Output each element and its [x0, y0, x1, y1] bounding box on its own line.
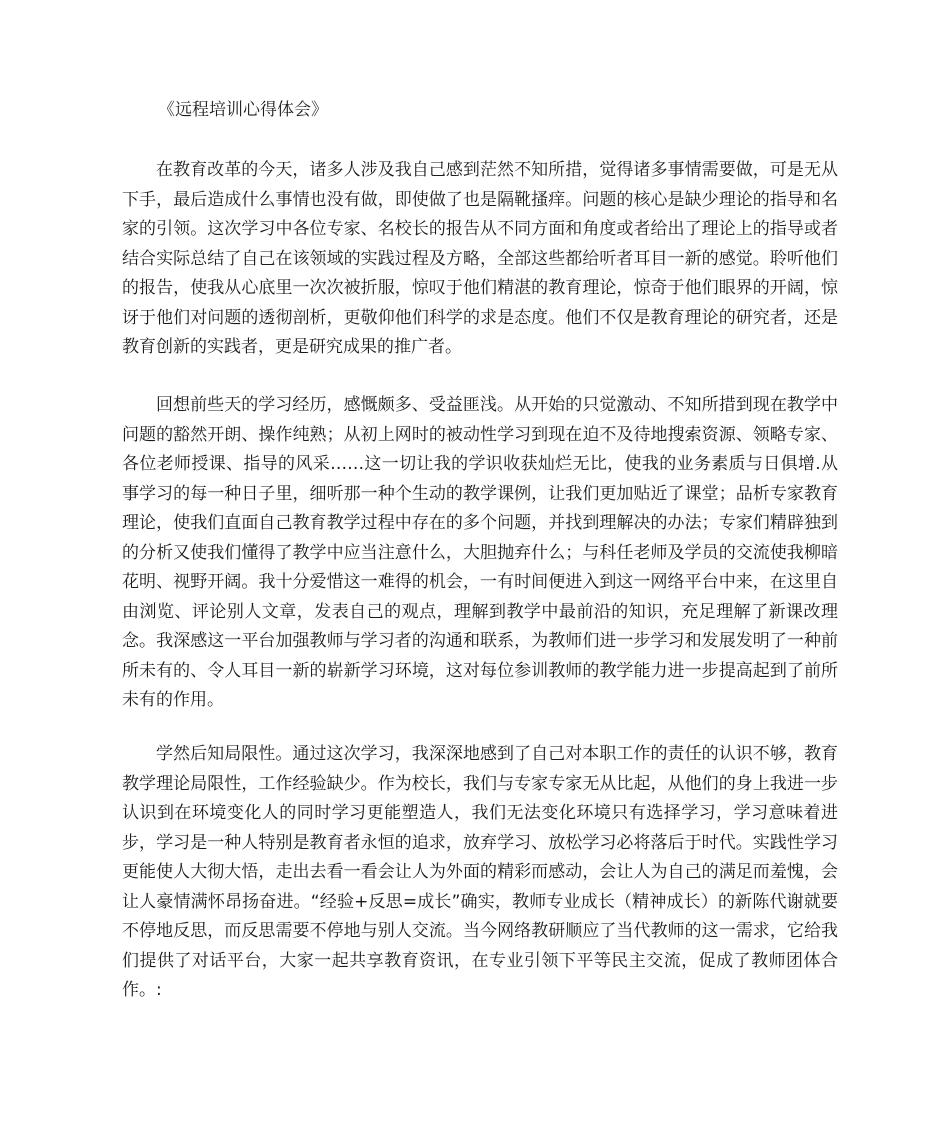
body-paragraph: 学然后知局限性。通过这次学习，我深深地感到了自己对本职工作的责任的认识不够，教育教学理论局限性，工作经验缺少。作为校长，我们与专家专家无从比起，从他们的身上我进一步认识到在环境变化人的同时学习更能塑造人，我们无法变化环境只有选择学习，学习意味着进步，学习是一种人特别是教育者永恒的追求，放弃学习、放松学习必将落后于时代。实践性学习更能使人大彻大悟，走出去看一看会让人为外面的精彩而感动，会让人为自己的满足而羞愧，会让人豪情满怀昂扬奋进。“经验+反思=成长”确实，教师专业成长（精神成长）的新陈代谢就要不停地反思，而反思需要不停地与别人交流。当今网络教研顺应了当代教师的这一需求，它给我们提供了对话平台，大家一起共享教育资讯，在专业引领下平等民主交流，促成了教师团体合作。: — [122, 744, 838, 1000]
body-paragraph: 在教育改革的今天，诸多人涉及我自己感到茫然不知所措，觉得诸多事情需要做，可是无从下手，最后造成什么事情也没有做，即使做了也是隔靴搔痒。问题的核心是缺少理论的指导和名家的引领。这次学习中各位专家、名校长的报告从不同方面和角度或者给出了理论上的指导或者结合实际总结了自己在该领域的实践过程及方略，全部这些都给听者耳目一新的感觉。聆听他们的报告，使我从心底里一次次被折服，惊叹于他们精湛的教育理论，惊奇于他们眼界的开阔，惊讶于他们对问题的透彻剖析，更敬仰他们科学的求是态度。他们不仅是教育理论的研究者，还是教育创新的实践者，更是研究成果的推广者。 — [122, 160, 838, 357]
body-paragraph: 回想前些天的学习经历，感慨颇多、受益匪浅。从开始的只觉激动、不知所措到现在教学中问题的豁然开朗、操作纯熟；从初上网时的被动性学习到现在迫不及待地搜索资源、领略专家、各位老师授课、指导的风采……这一切让我的学识收获灿烂无比，使我的业务素质与日俱增.从事学习的每一种日子里，细听那一种个生动的教学课例，让我们更加贴近了课堂；品析专家教育理论，使我们直面自己教育教学过程中存在的多个问题，并找到理解决的办法；专家们精辟独到的分析又使我们懂得了教学中应当注意什么，大胆抛弃什么；与科任老师及学员的交流使我柳暗花明、视野开阔。我十分爱惜这一难得的机会，一有时间便进入到这一网络平台中来，在这里自由浏览、评论别人文章，发表自己的观点，理解到教学中最前沿的知识，充足理解了新课改理念。我深感这一平台加强教师与学习者的沟通和联系，为教师们进一步学习和发展发明了一种前所未有的、令人耳目一新的崭新学习环境，这对每位参训教师的教学能力进一步提高起到了前所未有的作用。 — [122, 395, 838, 710]
document-title: 《远程培训心得体会》 — [158, 100, 328, 120]
